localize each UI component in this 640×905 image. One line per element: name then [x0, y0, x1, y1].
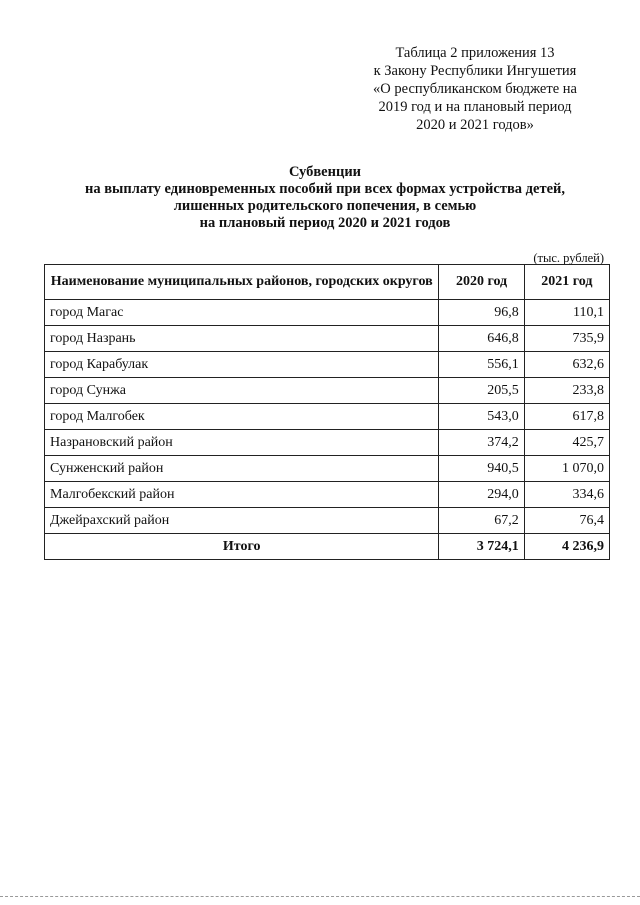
table-row — [45, 326, 610, 352]
title-line: лишенных родительского попечения, в семью — [173, 198, 477, 214]
header-2021: 2021 год — [524, 265, 609, 300]
cell-name: Сунженский район — [45, 456, 439, 482]
table-row — [45, 404, 610, 430]
cell-name: Назрановский район — [45, 430, 439, 456]
subsidy-table — [44, 264, 610, 560]
header-line: Таблица 2 приложения 13 — [395, 45, 555, 61]
total-row — [45, 534, 610, 560]
cell-2021: 425,7 — [524, 430, 609, 456]
table-row — [45, 352, 610, 378]
cell-name: город Карабулак — [45, 352, 439, 378]
cell-2020: 646,8 — [439, 326, 524, 352]
cell-2021: 233,8 — [524, 378, 609, 404]
table-row — [45, 430, 610, 456]
table-row — [45, 300, 610, 326]
header-line: 2019 год и на плановый период — [378, 99, 572, 115]
header-line: к Закону Республики Ингушетия — [373, 63, 577, 79]
cell-2020: 67,2 — [439, 508, 524, 534]
cell-name: город Магас — [45, 300, 439, 326]
cell-2020: 96,8 — [439, 300, 524, 326]
total-2020: 3 724,1 — [439, 534, 524, 560]
cell-2021: 110,1 — [524, 300, 609, 326]
cell-2021: 617,8 — [524, 404, 609, 430]
cell-2021: 76,4 — [524, 508, 609, 534]
cell-name: город Малгобек — [45, 404, 439, 430]
cell-2021: 632,6 — [524, 352, 609, 378]
cell-2021: 735,9 — [524, 326, 609, 352]
title-line: Субвенции — [288, 164, 362, 180]
cell-2020: 294,0 — [439, 482, 524, 508]
header-2020: 2020 год — [439, 265, 524, 300]
cell-2021: 1 070,0 — [524, 456, 609, 482]
units-label: (тыс. рублей) — [533, 251, 604, 265]
total-label: Итого — [45, 534, 439, 560]
title-line: на плановый период 2020 и 2021 годов — [199, 215, 451, 231]
header-note — [340, 44, 610, 134]
cell-2020: 940,5 — [439, 456, 524, 482]
cell-2020: 374,2 — [439, 430, 524, 456]
cell-2020: 556,1 — [439, 352, 524, 378]
cell-name: Малгобекский район — [45, 482, 439, 508]
table-row — [45, 378, 610, 404]
header-line: 2020 и 2021 годов» — [416, 117, 534, 133]
header-line: «О республиканском бюджете на — [373, 81, 577, 97]
cell-2020: 543,0 — [439, 404, 524, 430]
cell-name: Джейрахский район — [45, 508, 439, 534]
header-name: Наименование муниципальных районов, городских округов — [45, 265, 439, 300]
title-line: на выплату единовременных пособий при всех формах устройства детей, — [84, 181, 565, 197]
cell-2021: 334,6 — [524, 482, 609, 508]
table-row — [45, 456, 610, 482]
cell-name: город Сунжа — [45, 378, 439, 404]
document-title — [40, 164, 610, 232]
cell-2020: 205,5 — [439, 378, 524, 404]
page-bottom-divider — [0, 896, 640, 897]
table-header-row — [45, 265, 610, 300]
total-2021: 4 236,9 — [524, 534, 609, 560]
cell-name: город Назрань — [45, 326, 439, 352]
table-row — [45, 482, 610, 508]
table-row — [45, 508, 610, 534]
